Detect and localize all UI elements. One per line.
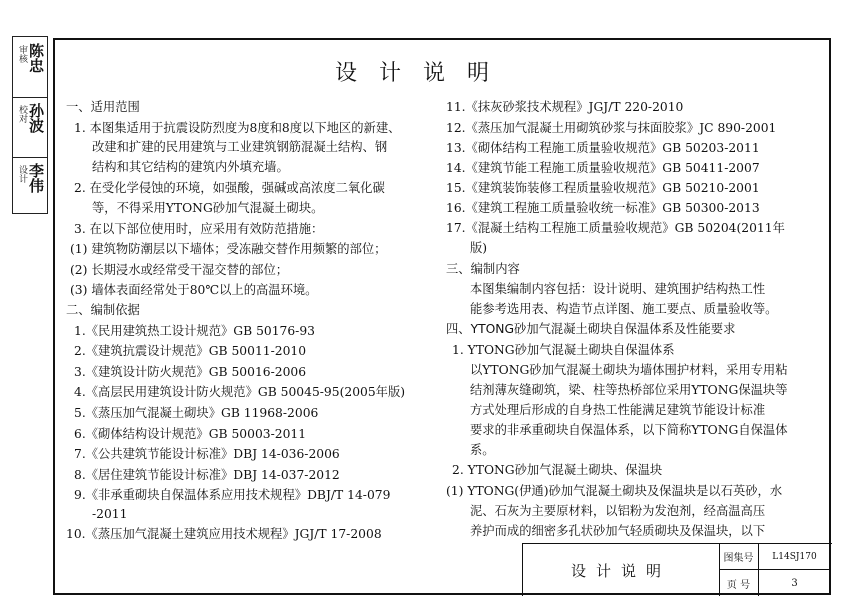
reference-item: 8.《居住建筑节能设计标准》DBJ 14-037-2012 [74, 468, 340, 482]
reference-item: 12.《蒸压加气混凝土用砌筑砂浆与抹面胶浆》JC 890-2001 [446, 121, 777, 135]
title-block-name: 设计说明 [523, 544, 720, 596]
section-heading: 一、适用范围 [66, 100, 140, 114]
page-title: 设计说明 [334, 61, 511, 86]
text-line: 系。 [470, 443, 495, 457]
label-proofread: 校对 [17, 105, 27, 123]
reference-item: 16.《建筑工程施工质量验收统一标准》GB 50300-2013 [446, 201, 760, 215]
reference-item: 7.《公共建筑节能设计标准》DBJ 14-036-2006 [74, 447, 340, 461]
text-line: 结构和其它结构的建筑内外填充墙。 [92, 160, 289, 174]
text-line: 结剂薄灰缝砌筑，梁、柱等热桥部位采用YTONG保温块等 [470, 383, 788, 397]
text-line: 方式处理后形成的自身热工性能满足建筑节能设计标准 [470, 403, 766, 417]
text-line: (2) 长期浸水或经常受干湿交替的部位； [70, 263, 289, 277]
text-line: 2. YTONG砂加气混凝土砌块、保温块 [452, 463, 663, 477]
text-line: (1) YTONG(伊通)砂加气混凝土砌块及保温块是以石英砂，水 [446, 484, 783, 498]
text-line: 1. YTONG砂加气混凝土砌块自保温体系 [452, 343, 675, 357]
text-line: 能参考选用表、构造节点详图、施工要点、质量验收等。 [470, 302, 778, 316]
reference-item: 10.《蒸压加气混凝土建筑应用技术规程》JGJ/T 17-2008 [66, 527, 382, 541]
text-line: (3) 墙体表面经常处于80℃以上的高温环境。 [70, 283, 318, 297]
text-line: (1) 建筑物防潮层以下墙体；受冻融交替作用频繁的部位； [70, 242, 387, 256]
text-line: 改建和扩建的民用建筑与工业建筑钢筋混凝土结构、钢 [92, 140, 388, 154]
reference-item: 1.《民用建筑热工设计规范》GB 50176-93 [74, 324, 315, 338]
reference-item: -2011 [92, 507, 128, 521]
reference-item: 11.《抹灰砂浆技术规程》JGJ/T 220-2010 [446, 100, 684, 114]
atlas-number-value: L14SJ170 [759, 544, 830, 570]
reference-item: 版) [470, 241, 488, 255]
reference-item: 4.《高层民用建筑设计防火规范》GB 50045-95(2005年版) [74, 385, 406, 399]
page-number-value: 3 [791, 577, 798, 589]
reference-item: 6.《砌体结构设计规范》GB 50003-2011 [74, 427, 307, 441]
section-heading: 二、编制依据 [66, 303, 140, 317]
signature-design: 李伟 [27, 163, 45, 193]
text-line: 以YTONG砂加气混凝土砌块为墙体围护材料，采用专用粘 [470, 363, 788, 377]
signature-review: 陈忠 [27, 43, 45, 73]
text-line: 1. 本图集适用于抗震设防烈度为8度和8度以下地区的新建、 [74, 121, 401, 135]
reference-item: 14.《建筑节能工程施工质量验收规范》GB 50411-2007 [446, 161, 760, 175]
text-line: 养护而成的细密多孔状砂加气轻质砌块及保温块，以下 [470, 524, 766, 538]
label-review: 审核 [17, 45, 27, 63]
section-heading: 三、编制内容 [446, 262, 520, 276]
text-line: 本图集编制内容包括：设计说明、建筑围护结构热工性 [470, 282, 766, 296]
reference-item: 13.《砌体结构工程施工质量验收规范》GB 50203-2011 [446, 141, 760, 155]
page-number-label: 页 号 [719, 570, 759, 596]
atlas-number-label: 图集号 [719, 544, 759, 570]
section-heading: 四、YTONG砂加气混凝土砌块自保温体系及性能要求 [446, 322, 736, 336]
text-line: 要求的非承重砌块自保温体系，以下简称YTONG自保温体 [470, 423, 788, 437]
label-design: 设计 [17, 165, 27, 183]
signature-proofread: 孙波 [27, 103, 45, 133]
reference-item: 2.《建筑抗震设计规范》GB 50011-2010 [74, 344, 307, 358]
text-line: 等，不得采用YTONG砂加气混凝土砌块。 [92, 201, 324, 215]
reference-item: 3.《建筑设计防火规范》GB 50016-2006 [74, 365, 307, 379]
reference-item: 5.《蒸压加气混凝土砌块》GB 11968-2006 [74, 406, 319, 420]
text-line: 3. 在以下部位使用时，应采用有效防范措施： [74, 222, 324, 236]
reference-item: 15.《建筑装饰装修工程质量验收规范》GB 50210-2001 [446, 181, 760, 195]
reference-item: 9.《非承重砌块自保温体系应用技术规程》DBJ/T 14-079 [74, 488, 391, 502]
text-line: 泥、石灰为主要原材料，以铝粉为发泡剂，经高温高压 [470, 504, 766, 518]
title-block [522, 543, 832, 596]
text-line: 2. 在受化学侵蚀的环境，如强酸，强碱或高浓度二氧化碳 [74, 181, 385, 195]
reference-item: 17.《混凝土结构工程施工质量验收规范》GB 50204(2011年 [446, 221, 785, 235]
